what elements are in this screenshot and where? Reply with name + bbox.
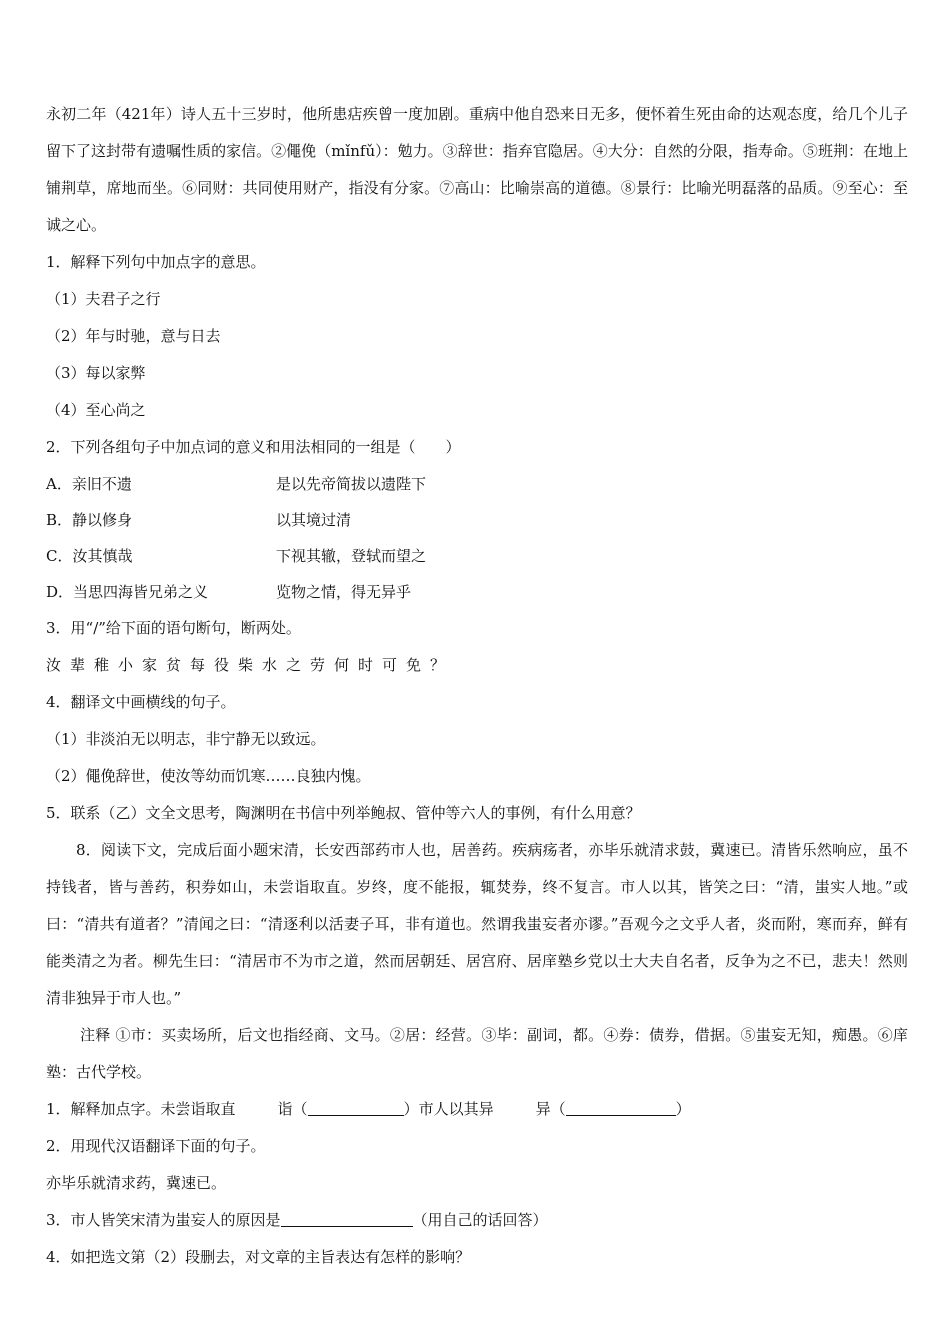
q8-1-prefix: 1．解释加点字。未尝诣取直	[46, 1100, 236, 1118]
q7-1-item: （4）至心尚之	[46, 401, 146, 419]
option-right: 览物之情，得无异乎	[276, 583, 412, 601]
q8-1-label1: 诣（	[277, 1100, 308, 1118]
q8-3-suffix: （用自己的话回答）	[412, 1211, 548, 1229]
q7-4-stem: 4．翻译文中画横线的句子。	[46, 693, 236, 711]
q7-2-option-d	[46, 574, 908, 610]
document-page	[46, 96, 908, 1276]
q8-notes: 注释 ①市：买卖场所，后文也指经商、文马。②居：经营。③毕：副词，都。④券：债券，借据。⑤蚩妄无知，痴愚。⑥庠塾：古代学校。	[46, 1026, 908, 1081]
option-right: 以其境过清	[276, 511, 352, 529]
q8-1-label2: 异（	[535, 1100, 566, 1118]
q8-3-line	[46, 1202, 908, 1239]
q7-1-stem: 1．解释下列句中加点字的意思。	[46, 253, 266, 271]
option-left: D．当思四海皆兄弟之义	[46, 583, 209, 601]
q7-1-item: （2）年与时驰，意与日去	[46, 327, 221, 345]
answer-blank[interactable]	[281, 1212, 413, 1227]
q7-2-stem: 2．下列各组句子中加点词的意义和用法相同的一组是（ ）	[46, 438, 461, 456]
q7-4-item: （2）僶俛辞世，使汝等幼而饥寒……良独内愧。	[46, 767, 371, 785]
option-right: 下视其辙，登轼而望之	[276, 547, 427, 565]
option-left: C．汝其慎哉	[46, 547, 133, 565]
q8-4-stem: 4．如把选文第（2）段删去，对文章的主旨表达有怎样的影响？	[46, 1248, 471, 1266]
q8-1-close2: ）	[675, 1100, 691, 1118]
answer-blank[interactable]	[308, 1101, 404, 1116]
option-right: 是以先帝简拔以遗陛下	[276, 475, 427, 493]
option-left: A．亲旧不遗	[46, 475, 132, 493]
q7-4-item: （1）非淡泊无以明志，非宁静无以致远。	[46, 730, 326, 748]
q7-5-stem: 5．联系（乙）文全文思考，陶渊明在书信中列举鲍叔、管仲等六人的事例，有什么用意？	[46, 804, 641, 822]
q7-1-item: （3）每以家弊	[46, 364, 146, 382]
option-left: B．静以修身	[46, 511, 133, 529]
q8-2-stem: 2．用现代汉语翻译下面的句子。	[46, 1137, 266, 1155]
q8-2-sentence: 亦毕乐就清求药，冀速已。	[46, 1174, 227, 1192]
q8-3-prefix: 3．市人皆笑宋清为蚩妄人的原因是	[46, 1211, 281, 1229]
q7-2-option-b	[46, 502, 908, 538]
q7-1-item: （1）夫君子之行	[46, 290, 161, 308]
q7-2-option-a	[46, 466, 908, 502]
q7-3-stem: 3．用“/”给下面的语句断句，断两处。	[46, 619, 301, 637]
answer-blank[interactable]	[566, 1101, 676, 1116]
q8-passage: 8．阅读下文，完成后面小题宋清，长安西部药市人也，居善药。疾病疡者，亦毕乐就清求鼓，冀速已。清皆乐然响应，虽不持钱者，皆与善药，积券如山，未尝诣取直。岁终，度不能报，辄焚券，终不复言。市人以其，皆笑之曰：“清，蚩实人地。”或曰：“清共有道者？”清闻之曰：“清逐利以活妻子耳，非有道也。然谓我蚩妄者亦谬。”吾观今之文乎人者，炎而附，寒而弃，鲜有能类清之为者。柳先生曰：“清居市不为市之道，然而居朝廷、居宫府、居庠塾乡党以士大夫自名者，反争为之不已，悲夫！然则清非独异于市人也。”	[46, 841, 908, 1007]
q8-1-line	[46, 1091, 908, 1128]
q7-3-sentence: 汝辈稚小家贫每役柴水之劳何时可免？	[46, 656, 455, 674]
intro-paragraph: 永初二年（421年）诗人五十三岁时，他所患痁疾曾一度加剧。重病中他自恐来日无多，便怀着生死由命的达观态度，给几个儿子留下了这封带有遗嘱性质的家信。②僶俛（mǐnfǔ）：勉力。③辞世：指弃官隐居。④大分：自然的分限，指寿命。⑤班荆：在地上铺荆草，席地而坐。⑥同财：共同使用财产，指没有分家。⑦高山：比喻崇高的道德。⑧景行：比喻光明磊落的品质。⑨至心：至诚之心。	[46, 105, 908, 234]
q7-2-option-c	[46, 538, 908, 574]
q8-1-close1: ）市人以其异	[403, 1100, 494, 1118]
